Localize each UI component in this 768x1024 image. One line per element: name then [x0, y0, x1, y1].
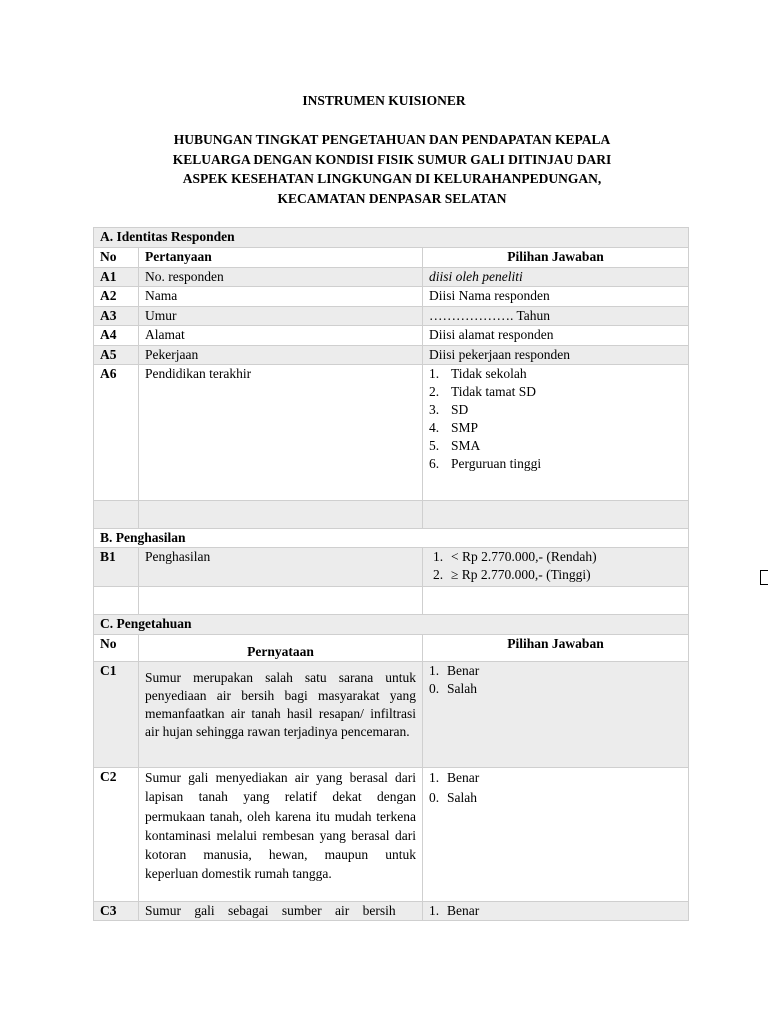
- list-item: [429, 401, 682, 419]
- row-answer-options: [423, 768, 689, 902]
- options-list: [429, 768, 682, 808]
- section-a-header-row: [94, 248, 689, 268]
- option-number: 1.: [429, 663, 440, 678]
- option-label: ≥ Rp 2.770.000,- (Tinggi): [451, 567, 591, 582]
- row-number: B1: [94, 548, 139, 587]
- option-number: 1.: [433, 549, 444, 564]
- row-statement: Sumur gali menyediakan air yang berasal dari lapisan tanah yang relatif dekat dengan permukaan tanah, oleh karena itu mudah terkena kontaminasi melalui rembesan yang berasal dari kotoran manusia, hewan, maupun untuk keperluan domestik rumah tangga.: [139, 768, 423, 902]
- subtitle-line: ASPEK KESEHATAN LINGKUNGAN DI KELURAHANPEDUNGAN,: [182, 171, 602, 186]
- row-answer-options: [423, 662, 689, 768]
- row-number: A5: [94, 346, 139, 365]
- empty-cell: [423, 587, 689, 615]
- empty-cell: [94, 587, 139, 615]
- table-row: [94, 662, 689, 768]
- option-label: Benar: [447, 770, 480, 785]
- section-b-heading: B. Penghasilan: [94, 529, 689, 548]
- list-item: [429, 902, 682, 920]
- list-item: [429, 419, 682, 437]
- section-c-heading: C. Pengetahuan: [94, 615, 689, 635]
- list-item: [429, 383, 682, 401]
- row-question: No. responden: [139, 268, 423, 287]
- row-number: C2: [94, 768, 139, 902]
- empty-cell: [139, 587, 423, 615]
- row-number: A2: [94, 287, 139, 307]
- document-title: INSTRUMEN KUISIONER: [302, 93, 466, 108]
- options-list: [429, 902, 682, 920]
- document-subtitle: [100, 130, 684, 208]
- option-label: Salah: [447, 681, 477, 696]
- section-a-heading: A. Identitas Responden: [94, 228, 689, 248]
- option-number: 5.: [429, 438, 440, 453]
- section-c-header-row: [94, 635, 689, 662]
- option-number: 0.: [429, 790, 440, 805]
- option-number: 2.: [433, 567, 444, 582]
- row-question: Umur: [139, 307, 423, 326]
- table-row: [94, 268, 689, 287]
- table-row: [94, 548, 689, 587]
- list-item: [429, 680, 682, 698]
- options-list: [433, 548, 682, 584]
- row-number: C1: [94, 662, 139, 768]
- option-label: Tidak sekolah: [451, 366, 527, 381]
- col-no-header: No: [94, 248, 139, 268]
- col-answer-header: Pilihan Jawaban: [423, 635, 689, 662]
- col-answer-header: Pilihan Jawaban: [423, 248, 689, 268]
- row-answer-options: [423, 548, 689, 587]
- col-question-header: Pertanyaan: [139, 248, 423, 268]
- subtitle-line: KELUARGA DENGAN KONDISI FISIK SUMUR GALI DITINJAU DARI: [172, 151, 612, 167]
- options-list: [429, 365, 682, 473]
- row-statement: Sumur gali sebagai sumber air bersih: [139, 902, 423, 921]
- row-number: A3: [94, 307, 139, 326]
- list-item: [429, 768, 682, 788]
- row-number: A1: [94, 268, 139, 287]
- row-number: A6: [94, 365, 139, 501]
- list-item: [429, 365, 682, 383]
- option-label: Benar: [447, 663, 480, 678]
- section-c-heading-row: [94, 615, 689, 635]
- option-label: SMP: [451, 420, 479, 435]
- option-number: 1.: [429, 366, 440, 381]
- empty-row: [94, 501, 689, 529]
- row-answer-options: [423, 902, 689, 921]
- subtitle-line: HUBUNGAN TINGKAT PENGETAHUAN DAN PENDAPATAN KEPALA: [173, 132, 611, 147]
- list-item: [429, 662, 682, 680]
- row-number: A4: [94, 326, 139, 346]
- row-answer: Diisi alamat responden: [423, 326, 689, 346]
- row-answer: diisi oleh peneliti: [423, 268, 689, 287]
- option-number: 4.: [429, 420, 440, 435]
- empty-cell: [94, 501, 139, 529]
- list-item: [433, 566, 682, 584]
- section-a-heading-row: [94, 228, 689, 248]
- option-label: Tidak tamat SD: [451, 384, 537, 399]
- row-statement: Sumur merupakan salah satu sarana untuk penyediaan air bersih bagi masyarakat yang memanfaatkan air tanah hasil resapan/ infiltrasi air hujan sehingga rawan terjadinya pencemaran.: [139, 662, 423, 768]
- table-row: [94, 768, 689, 902]
- col-no-header: No: [94, 635, 139, 662]
- table-row: [94, 307, 689, 326]
- row-question: Penghasilan: [139, 548, 423, 587]
- row-answer-options: [423, 365, 689, 501]
- option-label: < Rp 2.770.000,- (Rendah): [451, 549, 597, 564]
- questionnaire-table: [93, 227, 689, 921]
- list-item: [429, 455, 682, 473]
- subtitle-line: KECAMATAN DENPASAR SELATAN: [277, 190, 507, 206]
- option-label: Perguruan tinggi: [451, 456, 542, 471]
- section-b-heading-row: [94, 529, 689, 548]
- row-number: C3: [94, 902, 139, 921]
- option-number: 6.: [429, 456, 440, 471]
- empty-row: [94, 587, 689, 615]
- row-question: Nama: [139, 287, 423, 307]
- options-list: [429, 662, 682, 698]
- list-item: [429, 437, 682, 455]
- table-row: [94, 326, 689, 346]
- row-question: Pekerjaan: [139, 346, 423, 365]
- option-number: 1.: [429, 903, 440, 918]
- option-number: 2.: [429, 384, 440, 399]
- row-question: Alamat: [139, 326, 423, 346]
- option-number: 1.: [429, 770, 440, 785]
- row-answer: ………………. Tahun: [423, 307, 689, 326]
- table-row: [94, 365, 689, 501]
- option-label: Benar: [447, 903, 480, 918]
- row-answer: Diisi pekerjaan responden: [423, 346, 689, 365]
- table-row: [94, 346, 689, 365]
- list-item: [433, 548, 682, 566]
- option-number: 0.: [429, 681, 440, 696]
- table-row: [94, 287, 689, 307]
- table-row: [94, 902, 689, 921]
- option-label: SMA: [451, 438, 481, 453]
- option-label: Salah: [447, 790, 477, 805]
- empty-cell: [423, 501, 689, 529]
- list-item: [429, 788, 682, 808]
- cursor-bracket-icon: [760, 570, 768, 585]
- row-question: Pendidikan terakhir: [139, 365, 423, 501]
- option-label: SD: [451, 402, 469, 417]
- col-statement-header: Pernyataan: [139, 635, 423, 662]
- option-number: 3.: [429, 402, 440, 417]
- empty-cell: [139, 501, 423, 529]
- row-answer: Diisi Nama responden: [423, 287, 689, 307]
